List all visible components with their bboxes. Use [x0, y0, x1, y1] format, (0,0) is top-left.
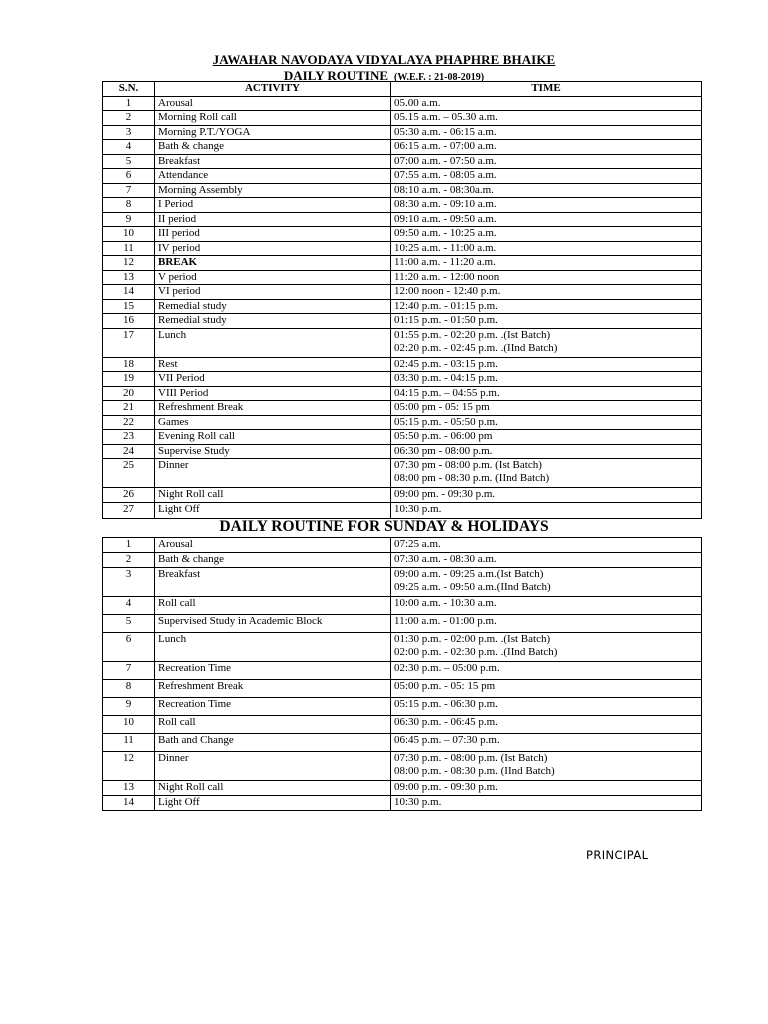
cell-activity: Games: [155, 415, 391, 430]
cell-time: [391, 212, 702, 227]
cell-sn: 22: [103, 415, 155, 430]
time-value-second-batch: 02:20 p.m. - 02:45 p.m. .(IInd Batch): [394, 341, 558, 354]
cell-sn: 26: [103, 488, 155, 503]
holiday-routine-table: [102, 537, 702, 811]
weekday-routine-table: [102, 81, 702, 519]
cell-sn: 27: [103, 502, 155, 518]
cell-sn: 25: [103, 459, 155, 488]
cell-activity: VII Period: [155, 372, 391, 387]
time-value: 10:25 a.m. - 11:00 a.m.: [394, 241, 497, 254]
cell-time: [391, 241, 702, 256]
cell-sn: 21: [103, 401, 155, 416]
cell-sn: 23: [103, 430, 155, 445]
cell-sn: 14: [103, 796, 155, 811]
cell-activity: Dinner: [155, 459, 391, 488]
time-value: 06:45 p.m. – 07:30 p.m.: [394, 734, 500, 746]
cell-activity: Supervised Study in Academic Block: [155, 615, 391, 633]
time-value: 12:00 noon - 12:40 p.m.: [394, 285, 501, 297]
cell-time: [391, 183, 702, 198]
time-value: 11:00 a.m. - 11:20 a.m.: [394, 256, 496, 268]
table-row: [103, 314, 702, 329]
time-value: 07:00 a.m. - 07:50 a.m.: [394, 154, 497, 167]
time-value: 05.00 a.m.: [394, 96, 441, 109]
time-value: 05:15 p.m. - 06:30 p.m.: [394, 698, 498, 710]
cell-time: [391, 680, 702, 698]
cell-sn: 11: [103, 241, 155, 256]
cell-time: [391, 633, 702, 662]
table-row: [103, 430, 702, 445]
cell-time: [391, 386, 702, 401]
cell-time: [391, 752, 702, 781]
table-row: [103, 538, 702, 553]
cell-activity: Breakfast: [155, 154, 391, 169]
cell-time: [391, 538, 702, 553]
time-value: 05:50 p.m. - 06:00 pm: [394, 430, 493, 442]
cell-sn: 10: [103, 716, 155, 734]
cell-time: [391, 597, 702, 615]
table-row: [103, 270, 702, 285]
cell-sn: 5: [103, 615, 155, 633]
cell-time: [391, 444, 702, 459]
time-value: 04:15 p.m. – 04:55 p.m.: [394, 386, 500, 399]
table-row: [103, 299, 702, 314]
table-header-row: [103, 82, 702, 97]
time-value: 11:00 a.m. - 01:00 p.m.: [394, 615, 497, 627]
table-row: [103, 111, 702, 126]
cell-time: [391, 415, 702, 430]
cell-activity: Recreation Time: [155, 662, 391, 680]
cell-time: [391, 270, 702, 285]
cell-time: [391, 716, 702, 734]
cell-sn: 17: [103, 328, 155, 357]
cell-time: [391, 568, 702, 597]
school-name: JAWAHAR NAVODAYA VIDYALAYA PHAPHRE BHAIKE: [212, 52, 556, 67]
time-value: 11:20 a.m. - 12:00 noon: [394, 270, 500, 283]
cell-activity: VI period: [155, 285, 391, 300]
cell-activity: Roll call: [155, 597, 391, 615]
table-row: [103, 96, 702, 111]
cell-sn: 10: [103, 227, 155, 242]
cell-activity: Night Roll call: [155, 781, 391, 796]
time-value: 05.15 a.m. – 05.30 a.m.: [394, 111, 498, 123]
time-value: 07:30 a.m. - 08:30 a.m.: [394, 553, 497, 565]
holiday-routine-title: DAILY ROUTINE FOR SUNDAY & HOLIDAYS: [219, 518, 549, 535]
cell-time: [391, 401, 702, 416]
routine-title-text: DAILY ROUTINE: [283, 68, 389, 83]
time-value: 06:30 p.m. - 06:45 p.m.: [394, 716, 498, 728]
cell-time: [391, 372, 702, 387]
cell-time: [391, 796, 702, 811]
cell-time: [391, 285, 702, 300]
time-value: 02:45 p.m. - 03:15 p.m.: [394, 357, 498, 370]
time-value: 10:30 p.m.: [394, 502, 442, 515]
table-row: [103, 597, 702, 615]
cell-time: [391, 502, 702, 518]
cell-sn: 5: [103, 154, 155, 169]
cell-activity: III period: [155, 227, 391, 242]
cell-sn: 1: [103, 538, 155, 553]
cell-sn: 9: [103, 212, 155, 227]
table-row: [103, 752, 702, 781]
cell-activity: Light Off: [155, 796, 391, 811]
cell-activity: II period: [155, 212, 391, 227]
time-value: 05:00 pm - 05: 15 pm: [394, 401, 490, 413]
time-value-second-batch: 02:00 p.m. - 02:30 p.m. .(IInd Batch): [394, 646, 558, 658]
table-row: [103, 328, 702, 357]
cell-activity: Arousal: [155, 538, 391, 553]
cell-sn: 24: [103, 444, 155, 459]
table-row: [103, 633, 702, 662]
table-row: [103, 154, 702, 169]
time-value: 09:00 a.m. - 09:25 a.m.(Ist Batch): [394, 568, 544, 580]
cell-sn: 4: [103, 140, 155, 155]
cell-time: [391, 227, 702, 242]
cell-sn: 8: [103, 198, 155, 213]
cell-activity: Recreation Time: [155, 698, 391, 716]
cell-time: [391, 154, 702, 169]
table-row: [103, 781, 702, 796]
cell-sn: 9: [103, 698, 155, 716]
cell-time: [391, 328, 702, 357]
cell-time: [391, 299, 702, 314]
time-value: 05:15 p.m. - 05:50 p.m.: [394, 415, 498, 428]
table-row: [103, 444, 702, 459]
table-row: [103, 401, 702, 416]
time-value: 05:00 p.m. - 05: 15 pm: [394, 680, 496, 692]
time-value: 05:30 a.m. - 06:15 a.m.: [394, 125, 497, 138]
time-value: 03:30 p.m. - 04:15 p.m.: [394, 372, 498, 384]
cell-activity: Dinner: [155, 752, 391, 781]
cell-sn: 12: [103, 752, 155, 781]
table-row: [103, 553, 702, 568]
time-value: 12:40 p.m. - 01:15 p.m.: [394, 299, 498, 312]
cell-time: [391, 314, 702, 329]
cell-sn: 2: [103, 111, 155, 126]
cell-activity: Lunch: [155, 633, 391, 662]
cell-time: [391, 198, 702, 213]
cell-time: [391, 781, 702, 796]
time-value: 09:00 pm. - 09:30 p.m.: [394, 488, 496, 500]
time-value: 08:10 a.m. - 08:30a.m.: [394, 183, 494, 196]
table-row: [103, 415, 702, 430]
cell-sn: 15: [103, 299, 155, 314]
cell-time: [391, 256, 702, 271]
table-row: [103, 615, 702, 633]
table-row: [103, 212, 702, 227]
time-value: 02:30 p.m. – 05:00 p.m.: [394, 662, 500, 674]
table-row: [103, 372, 702, 387]
cell-time: [391, 96, 702, 111]
table-row: [103, 698, 702, 716]
cell-time: [391, 111, 702, 126]
cell-sn: 13: [103, 781, 155, 796]
cell-time: [391, 459, 702, 488]
table-row: [103, 357, 702, 372]
effective-date: (W.E.F. : 21-08-2019): [394, 72, 485, 83]
table-row: [103, 459, 702, 488]
table-row: [103, 386, 702, 401]
time-value: 01:55 p.m. - 02:20 p.m. .(Ist Batch): [394, 328, 551, 341]
time-value: 07:30 pm - 08:00 p.m. (Ist Batch): [394, 459, 542, 471]
time-value: 07:25 a.m.: [394, 538, 441, 550]
cell-sn: 7: [103, 183, 155, 198]
cell-activity: Bath & change: [155, 140, 391, 155]
time-value: 09:50 a.m. - 10:25 a.m.: [394, 227, 497, 239]
cell-time: [391, 357, 702, 372]
cell-activity: Refreshment Break: [155, 680, 391, 698]
cell-activity: Morning Roll call: [155, 111, 391, 126]
time-value-second-batch: 08:00 pm - 08:30 p.m. (IInd Batch): [394, 472, 550, 484]
time-value: 09:10 a.m. - 09:50 a.m.: [394, 212, 497, 225]
time-value: 07:55 a.m. - 08:05 a.m.: [394, 169, 497, 181]
cell-sn: 16: [103, 314, 155, 329]
table-row: [103, 662, 702, 680]
cell-sn: 14: [103, 285, 155, 300]
table-row: [103, 285, 702, 300]
table-row: [103, 734, 702, 752]
cell-time: [391, 140, 702, 155]
cell-time: [391, 430, 702, 445]
cell-activity: Light Off: [155, 502, 391, 518]
time-value: 07:30 p.m. - 08:00 p.m. (Ist Batch): [394, 752, 548, 764]
cell-activity: Roll call: [155, 716, 391, 734]
table-row: [103, 241, 702, 256]
time-value: 10:30 p.m.: [394, 796, 442, 808]
cell-sn: 6: [103, 169, 155, 184]
column-header-time: TIME: [391, 82, 702, 97]
time-value-second-batch: 08:00 p.m. - 08:30 p.m. (IInd Batch): [394, 765, 555, 777]
cell-time: [391, 125, 702, 140]
cell-time: [391, 553, 702, 568]
cell-activity: VIII Period: [155, 386, 391, 401]
cell-sn: 4: [103, 597, 155, 615]
cell-activity: Breakfast: [155, 568, 391, 597]
time-value: 01:15 p.m. - 01:50 p.m.: [394, 314, 498, 326]
cell-sn: 2: [103, 553, 155, 568]
cell-sn: 3: [103, 125, 155, 140]
table-row: [103, 183, 702, 198]
cell-sn: 18: [103, 357, 155, 372]
time-value: 10:00 a.m. - 10:30 a.m.: [394, 597, 497, 609]
time-value: 08:30 a.m. - 09:10 a.m.: [394, 198, 497, 210]
table-row: [103, 140, 702, 155]
cell-activity: Supervise Study: [155, 444, 391, 459]
table-row: [103, 680, 702, 698]
cell-activity: Morning Assembly: [155, 183, 391, 198]
cell-activity: Bath and Change: [155, 734, 391, 752]
cell-activity: Remedial study: [155, 299, 391, 314]
table-row: [103, 169, 702, 184]
table-row: [103, 256, 702, 271]
cell-activity: Evening Roll call: [155, 430, 391, 445]
cell-activity: I Period: [155, 198, 391, 213]
cell-sn: 13: [103, 270, 155, 285]
cell-sn: 19: [103, 372, 155, 387]
principal-signature-label: PRINCIPAL: [586, 848, 649, 862]
time-value: 09:00 p.m. - 09:30 p.m.: [394, 781, 498, 793]
cell-sn: 11: [103, 734, 155, 752]
cell-sn: 20: [103, 386, 155, 401]
cell-activity: Lunch: [155, 328, 391, 357]
table-row: [103, 796, 702, 811]
cell-activity: Arousal: [155, 96, 391, 111]
cell-activity: Attendance: [155, 169, 391, 184]
time-value: 06:30 pm - 08:00 p.m.: [394, 444, 493, 457]
cell-activity: Refreshment Break: [155, 401, 391, 416]
cell-time: [391, 662, 702, 680]
cell-activity: Rest: [155, 357, 391, 372]
cell-time: [391, 734, 702, 752]
time-value-second-batch: 09:25 a.m. - 09:50 a.m.(IInd Batch): [394, 581, 551, 593]
time-value: 01:30 p.m. - 02:00 p.m. .(Ist Batch): [394, 633, 551, 645]
cell-activity: Morning P.T./YOGA: [155, 125, 391, 140]
cell-activity: IV period: [155, 241, 391, 256]
table-row: [103, 198, 702, 213]
cell-sn: 7: [103, 662, 155, 680]
table-row: [103, 227, 702, 242]
cell-sn: 3: [103, 568, 155, 597]
cell-activity: Night Roll call: [155, 488, 391, 503]
cell-sn: 6: [103, 633, 155, 662]
column-header-sn: S.N.: [103, 82, 155, 97]
cell-activity: V period: [155, 270, 391, 285]
cell-time: [391, 488, 702, 503]
cell-sn: 8: [103, 680, 155, 698]
table-row: [103, 488, 702, 503]
time-value: 06:15 a.m. - 07:00 a.m.: [394, 140, 497, 152]
table-row: [103, 568, 702, 597]
table-row: [103, 502, 702, 518]
cell-time: [391, 615, 702, 633]
cell-sn: 1: [103, 96, 155, 111]
table-row: [103, 716, 702, 734]
cell-time: [391, 698, 702, 716]
column-header-activity: ACTIVITY: [155, 82, 391, 97]
cell-activity: Bath & change: [155, 553, 391, 568]
cell-activity: Remedial study: [155, 314, 391, 329]
cell-sn: 12: [103, 256, 155, 271]
cell-time: [391, 169, 702, 184]
cell-activity: BREAK: [155, 256, 391, 271]
table-row: [103, 125, 702, 140]
